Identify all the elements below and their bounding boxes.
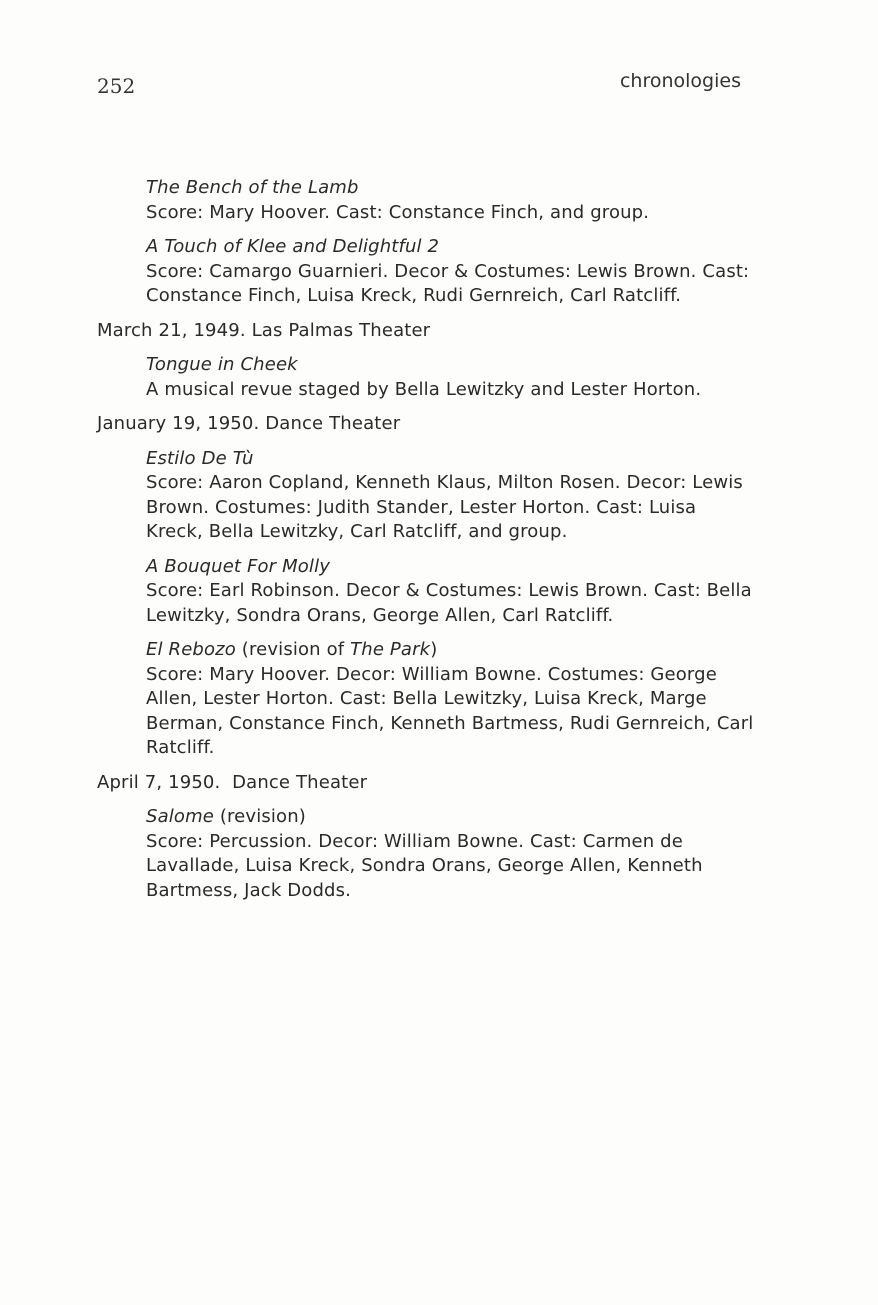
work-title: Salome (146, 806, 214, 827)
work-title: Tongue in Cheek (146, 354, 298, 375)
work-title-line (146, 353, 757, 378)
event-section (97, 176, 757, 309)
work-entry (146, 447, 757, 545)
chronology-content (97, 176, 757, 913)
work-title-line (146, 805, 757, 830)
work-entry (146, 353, 757, 402)
event-date: March 21, 1949. Las Palmas Theater (97, 319, 431, 341)
work-entry (146, 555, 757, 629)
page-number: 252 (97, 74, 136, 98)
event-date: January 19, 1950. Dance Theater (97, 413, 401, 434)
work-title: A Bouquet For Molly (146, 555, 331, 577)
work-title-line (146, 176, 757, 201)
work-title: A Touch of Klee and Delightful 2 (146, 236, 440, 257)
work-title-line (146, 235, 757, 260)
event-section (97, 771, 757, 904)
work-title-line (146, 447, 757, 472)
work-note: (revision) (213, 806, 306, 827)
work-note-suffix: ) (430, 639, 438, 660)
work-entry (146, 176, 757, 225)
work-description: Score: Aaron Copland, Kenneth Klaus, Milton Rosen. Decor: Lewis Brown. Costumes: Judith Stander, Lester Horton. Cast: Luisa Kreck, Bella Lewitzky, Carl Ratcliff, and group. (146, 472, 743, 542)
work-description: Score: Mary Hoover. Cast: Constance Finch, and group. (146, 201, 650, 223)
event-date: April 7, 1950. Dance Theater (97, 771, 368, 793)
work-title: The Bench of the Lamb (146, 177, 359, 198)
event-section (97, 319, 757, 403)
work-note-italic: The Park (350, 639, 431, 660)
work-description: Score: Percussion. Decor: William Bowne. Cast: Carmen de Lavallade, Luisa Kreck, Sondra Orans, George Allen, Kenneth Bartmess, Jack Dodds. (146, 830, 703, 901)
work-title: Estilo De Tù (146, 447, 254, 469)
work-note: (revision of (235, 639, 351, 660)
work-description: A musical revue staged by Bella Lewitzky and Lester Horton. (146, 378, 702, 400)
work-description: Score: Earl Robinson. Decor & Costumes: Lewis Brown. Cast: Bella Lewitzky, Sondra Orans, George Allen, Carl Ratcliff. (146, 580, 752, 626)
work-entry (146, 638, 757, 761)
work-title: El Rebozo (146, 639, 236, 660)
event-section (97, 412, 757, 761)
work-title-line (146, 638, 757, 663)
work-entry (146, 235, 757, 309)
work-description: Score: Camargo Guarnieri. Decor & Costumes: Lewis Brown. Cast: Constance Finch, Luisa Kreck, Rudi Gernreich, Carl Ratcliff. (146, 260, 750, 306)
work-description: Score: Mary Hoover. Decor: William Bowne. Costumes: George Allen, Lester Horton. Cast: Bella Lewitzky, Luisa Kreck, Marge Berman, Constance Finch, Kenneth Bartmess, Rudi Gernreich, Carl Ratcliff. (146, 663, 754, 758)
work-entry (146, 805, 757, 903)
work-title-line (146, 555, 757, 580)
running-head: chronologies (619, 70, 741, 92)
